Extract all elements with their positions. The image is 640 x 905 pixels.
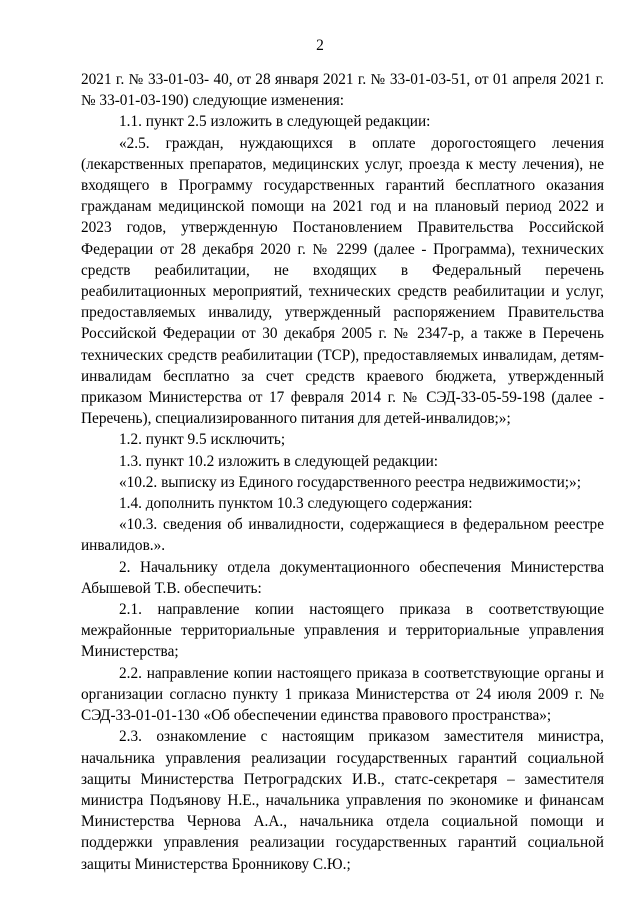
paragraph-item-1-4: 1.4. дополнить пунктом 10.3 следующего содержания:: [119, 495, 473, 513]
paragraph-item-2-1: 2.1. направление копии настоящего приказа в соответствующие межрайонные территориальные управления и территориальные управления Министерства;: [81, 601, 604, 661]
paragraph-item-10-3-text: «10.3. сведения об инвалидности, содержащиеся в федеральном реестре инвалидов.».: [81, 516, 604, 555]
page-number: 2: [316, 37, 324, 54]
paragraph-continuation: 2021 г. № 33-01-03- 40, от 28 января 2021 г. № 33-01-03-51, от 01 апреля 2021 г. № 33-01-03-190) следующие изменения:: [81, 71, 604, 110]
paragraph-item-10-2-text: «10.2. выписку из Единого государственного реестра недвижимости;»;: [119, 473, 581, 491]
paragraph-item-1-3: 1.3. пункт 10.2 изложить в следующей редакции:: [119, 452, 439, 470]
paragraph-item-2-3: 2.3. ознакомление с настоящим приказом заместителя министра, начальника управления реализации государственных гарантий социальной защиты Министерства Петроградских И.В., статс-секретаря – заместителя министра Подъянову Н.Е., начальника управления по экономике и финансам Министерства Чернова А.А., начальника отдела социальной помощи и поддержки управления реализации государственных гарантий социальной защиты Министерства Бронникову С.Ю.;: [81, 728, 604, 873]
paragraph-item-1-1: 1.1. пункт 2.5 изложить в следующей редакции:: [119, 113, 431, 131]
paragraph-item-2-2: 2.2. направление копии настоящего приказа в соответствующие органы и организации согласно пункту 1 приказа Министерства от 24 июля 2009 г. № СЭД-33-01-01-130 «Об обеспечении единства правового пространства»;: [81, 664, 604, 725]
document-body: [81, 69, 604, 875]
paragraph-item-2-5-text: «2.5. граждан, нуждающихся в оплате дорогостоящего лечения (лекарственных препаратов, медицинских услуг, проезда к месту лечения), не входящего в Программу государственных гарантий бесплатного оказания гражданам медицинской помощи на 2021 год и на плановый период 2022 и 2023 годов, утвержденную Постановлением Правительства Российской Федерации от 28 декабря 2020 г. № 2299 (далее - Программа), технических средств реабилитации, не входящих в Федеральный перечень реабилитационных мероприятий, технических средств реабилитации и услуг, предоставляемых инвалиду, утвержденный распоряжением Правительства Российской Федерации от 30 декабря 2005 г. № 2347-р, а также в Перечень технических средств реабилитации (ТСР), предоставляемых инвалидам, детям-инвалидам бесплатно за счет средств краевого бюджета, утвержденный приказом Министерства от 17 февраля 2014 г. № СЭД-33-05-59-198 (далее - Перечень), специализированного питания для детей-инвалидов;»;: [81, 134, 604, 428]
paragraph-item-2: 2. Начальнику отдела документационного обеспечения Министерства Абышевой Т.В. обеспечить:: [81, 558, 604, 597]
paragraph-item-1-2: 1.2. пункт 9.5 исключить;: [119, 431, 286, 449]
